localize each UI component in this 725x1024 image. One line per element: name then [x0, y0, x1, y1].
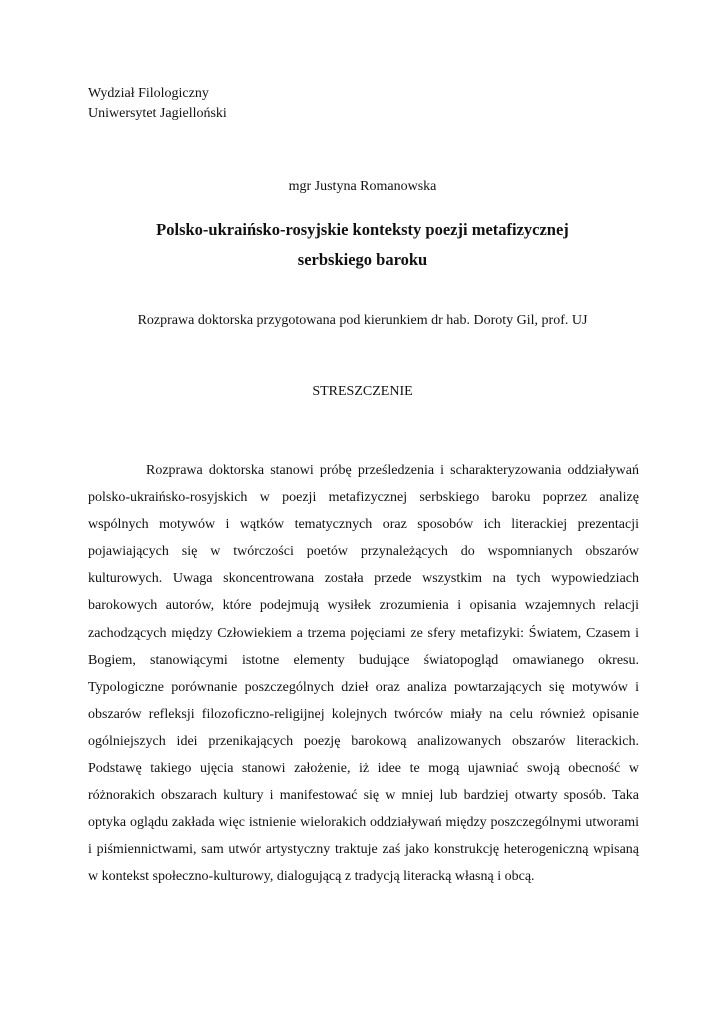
abstract-paragraph: Rozprawa doktorska stanowi próbę prześledzenia i scharakteryzowania oddziaływań polsko-ukraińsko-rosyjskich w poezji metafizycznej serbskiego baroku poprzez analizę wspólnych motywów i wątków tematycznych oraz sposobów ich literackiej prezentacji pojawiających się w twórczości poetów przynależących do wspomnianych obszarów kulturowych. Uwaga skoncentrowana została przede wszystkim na tych wypowiedziach barokowych autorów, które podejmują wysiłek zrozumienia i opisania wzajemnych relacji zachodzących między Człowiekiem a trzema pojęciami ze sfery metafizyki: Światem, Czasem i Bogiem, stanowiącymi istotne elementy budujące światopogląd omawianego okresu. Typologiczne porównanie poszczególnych dzieł oraz analiza powtarzających się motywów i obszarów refleksji filozoficzno-religijnej kolejnych twórców miały na celu również opisanie ogólniejszych idei przenikających poezję barokową analizowanych obszarów literackich. Podstawę takiego ujęcia stanowi założenie, iż idee te mogą ujawniać swoją obecność w różnorakich obszarach kultury i manifestować się w mniej lub bardziej otwarty sposób. Taka optyka oglądu zakłada więc istnienie wielorakich oddziaływań między poszczególnymi utworami i piśmiennictwami, sam utwór artystyczny traktuje zaś jako konstrukcję heterogeniczną wpisaną w kontekst społeczno-kulturowy, dialogującą z tradycją literacką własną i obcą.: [88, 463, 639, 885]
thesis-title-line-2: serbskiego baroku: [297, 250, 428, 269]
section-heading: STRESZCZENIE: [312, 384, 413, 399]
author-name: mgr Justyna Romanowska: [288, 179, 437, 194]
supervisor-note: Rozprawa doktorska przygotowana pod kierunkiem dr hab. Doroty Gil, prof. UJ: [137, 313, 588, 328]
faculty-name: Wydział Filologiczny: [88, 86, 209, 101]
affiliation-block: [88, 84, 227, 124]
thesis-title-line-1: Polsko-ukraińsko-rosyjskie konteksty poezji metafizycznej: [156, 220, 569, 239]
university-name: Uniwersytet Jagielloński: [88, 106, 227, 121]
thesis-title: [80, 215, 645, 275]
